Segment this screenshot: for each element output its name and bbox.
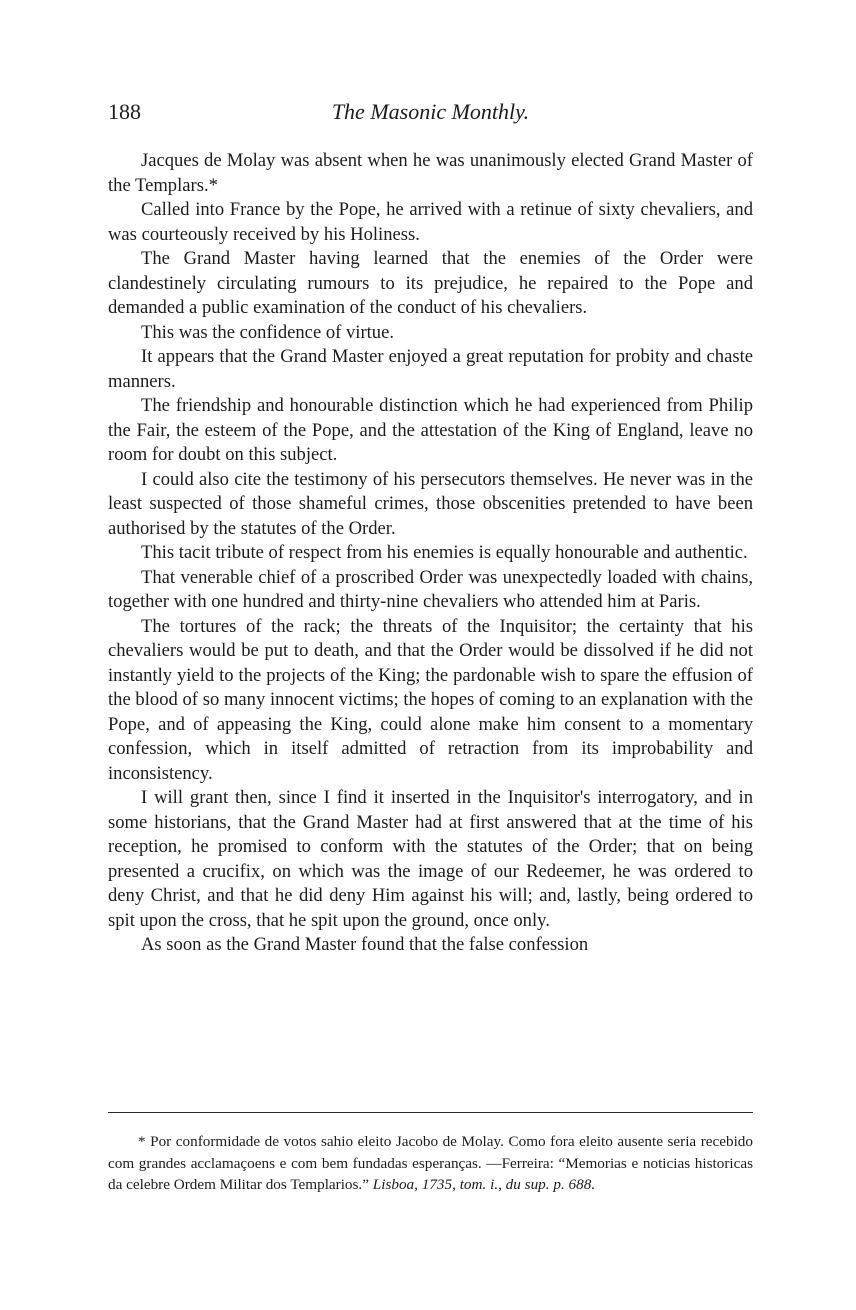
paragraph: I could also cite the testimony of his persecutors themselves. He never was in the least suspected of those shameful crimes, those obscenities pretended to have been authorised by the statutes of the Order. [108,468,753,539]
paragraph: The friendship and honourable distinction which he had experienced from Philip the Fair, the esteem of the Pope, and the attestation of the King of England, leave no room for doubt on this subject. [108,395,753,465]
paragraph: That venerable chief of a proscribed Order was unexpectedly loaded with chains, together with one hundred and thirty-nine chevaliers who attended him at Paris. [108,566,753,612]
paragraph: This was the confidence of virtue. [141,321,394,343]
footnote-citation: Lisboa, 1735, tom. i., du sup. p. 688. [372,1176,596,1193]
page-header [108,99,753,131]
footnote-text: * Por conformidade de votos sahio eleito Jacobo de Molay. Como fora eleito ausente seria recebido com grandes acclamaçoens e com bem fundadas esperanças. —Ferreira: “Memorias e noticias historicas da celebre Ordem Militar dos Templarios.” [108,1133,753,1193]
running-title: The Masonic Monthly. [331,99,530,124]
paragraph: The tortures of the rack; the threats of the Inquisitor; the certainty that his chevaliers would be put to death, and that the Order would be dissolved if he did not instantly yield to the projects of the King; the pardonable wish to spare the effusion of the blood of so many innocent victims; the hopes of coming to an explanation with the Pope, and of appeasing the King, could alone make him consent to a momentary confession, which in itself admitted of retraction from its improbability and inconsistency. [108,615,753,784]
paragraph: This tacit tribute of respect from his enemies is equally honourable and authentic. [141,542,748,563]
footnote [108,1131,753,1196]
paragraph: I will grant then, since I find it inserted in the Inquisitor's interrogatory, and in some historians, that the Grand Master had at first answered that at the time of his reception, he promised to conform with the statutes of the Order; that on being presented a crucifix, on which was the image of our Redeemer, he was ordered to deny Christ, and that he did deny Him against his will; and, lastly, being ordered to spit upon the cross, that he spit upon the ground, once only. [108,787,753,931]
footnote-divider [108,1112,753,1113]
paragraph: As soon as the Grand Master found that the false confession [141,934,589,955]
body-text [108,149,753,958]
paragraph: It appears that the Grand Master enjoyed a great reputation for probity and chaste manners. [108,346,753,392]
paragraph: Jacques de Molay was absent when he was unanimously elected Grand Master of the Templars.* [108,150,753,196]
paragraph: The Grand Master having learned that the enemies of the Order were clandestinely circulating rumours to its prejudice, he repaired to the Pope and demanded a public examination of the conduct of his chevaliers. [108,248,753,318]
page-number: 188 [108,99,141,124]
paragraph: Called into France by the Pope, he arrived with a retinue of sixty chevaliers, and was courteously received by his Holiness. [108,199,753,245]
